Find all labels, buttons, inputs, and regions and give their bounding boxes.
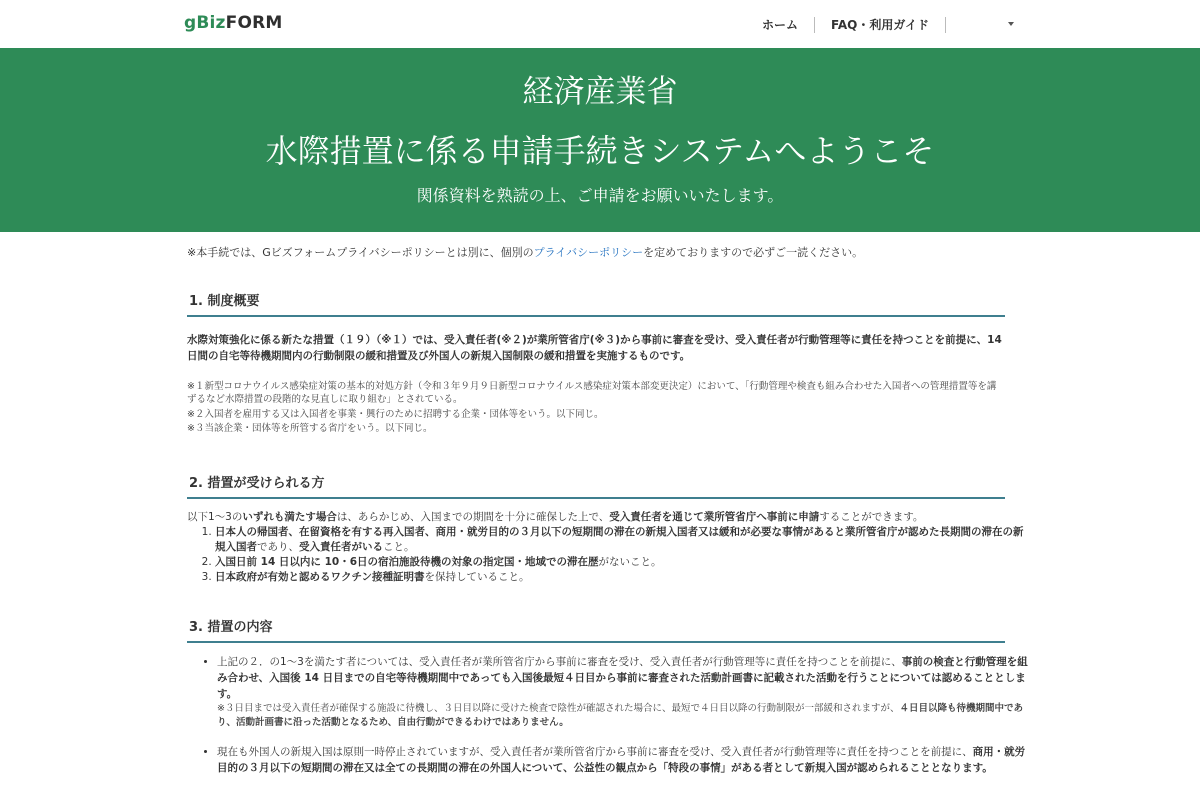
- overview-note-3: ※３当該企業・団体等を所管する省庁をいう。以下同じ。: [187, 423, 433, 434]
- privacy-notice: [187, 244, 1003, 262]
- overview-note-1: ※１新型コロナウイルス感染症対策の基本的対処方針（令和３年９月９日新型コロナウイルス感染症対策本部変更決定）において、「行動管理や検査も組み合わせた入国者への管理措置等を講ずるなど水際措置の段階的な見直しに取り組む」とされている。: [187, 381, 997, 405]
- section-heading-overview: 1. 制度概要: [187, 290, 1005, 317]
- logo-g: g: [184, 13, 197, 33]
- top-navbar: [0, 0, 1200, 49]
- logo-biz: Biz: [196, 13, 226, 33]
- notice-text: ※本手続では、Gビズフォームプライバシーポリシーとは別に、個別の: [187, 246, 534, 259]
- section-heading-measures: 3. 措置の内容: [187, 616, 1005, 643]
- section-heading-eligibility: 2. 措置が受けられる方: [187, 472, 1005, 499]
- item-bold: 受入責任者がいる: [299, 541, 383, 553]
- item-text: を保持していること。: [424, 571, 530, 583]
- intro-text: することができます。: [819, 511, 924, 523]
- nav-home[interactable]: ホーム: [762, 18, 799, 32]
- hero-title: 水際措置に係る申請手続きシステムへようこそ: [265, 132, 935, 170]
- hero-subtitle: 関係資料を熟読の上、ご申請をお願いいたします。: [416, 186, 784, 205]
- privacy-policy-link[interactable]: プライバシーポリシー: [533, 246, 644, 259]
- note-text: ※３日目までは受入責任者が確保する施設に待機し、３日目以降に受けた検査で陰性が確認された場合に、最短で４日目以降の行動制限が一部緩和されますが、: [217, 703, 900, 714]
- item-text: 現在も外国人の新規入国は原則一時停止されていますが、受入責任者が業所管省庁から事前に審査を受け、受入責任者が行動管理等に責任を持つことを前提に、: [217, 746, 973, 758]
- item-text: であり、: [257, 541, 299, 553]
- item-text: 上記の２．の1～3を満たす者については、受入責任者が業所管省庁から事前に審査を受け、受入責任者が行動管理等に責任を持つことを前提に、: [217, 656, 902, 668]
- language-select[interactable]: [952, 17, 1014, 33]
- eligibility-list: [187, 525, 1031, 585]
- measures-list: [187, 654, 1033, 776]
- intro-bold: 受入責任者を通じて業所管省庁へ事前に申請: [609, 511, 820, 523]
- main-nav: [746, 16, 1014, 33]
- overview-body: 水際対策強化に係る新たな措置（１９）（※１）では、受入責任者(※２)が業所管省庁(※３)から事前に審査を受け、受入責任者が行動管理等に責任を持つことを前提に、14日間の自宅等待機期間内の行動制限の緩和措置及び外国人の新規入国制限の緩和措置を実施するものです。: [187, 334, 1002, 362]
- list-item: [215, 570, 1031, 585]
- notice-text-tail: を定めておりますので必ずご一読ください。: [643, 246, 864, 259]
- item-bold: 日本政府が有効と認めるワクチン接種証明書: [215, 571, 425, 583]
- measures-note: [217, 702, 1033, 730]
- overview-note-2: ※２入国者を雇用する又は入国者を事業・興行のために招聘する企業・団体等をいう。以下同じ。: [187, 409, 604, 420]
- list-item: [215, 555, 1031, 570]
- list-item: [217, 654, 1033, 730]
- chevron-down-icon: [1008, 22, 1014, 26]
- intro-bold: いずれも満たす場合: [242, 511, 337, 523]
- item-bold: 事前の検査と行動管理を組み合わせ、入国後 14 日目までの自宅等待機期間中であっても入国後最短４日目から事前に審査された活動計画書に記載された活動を行うことについては認めることとします。: [217, 656, 1028, 700]
- nav-divider: [945, 17, 946, 33]
- item-bold: 入国日前 14 日以内に 10・6日の宿泊施設待機の対象の指定国・地域での滞在歴: [215, 556, 599, 568]
- list-item: [215, 525, 1031, 555]
- logo-form: FORM: [225, 13, 283, 33]
- item-text: こと。: [383, 541, 415, 553]
- nav-faq-guide[interactable]: FAQ・利用ガイド: [831, 18, 929, 32]
- item-text: がないこと。: [598, 556, 662, 568]
- intro-text: 以下1～3の: [187, 511, 243, 523]
- gbizform-logo[interactable]: [184, 13, 283, 33]
- hero-ministry: 経済産業省: [522, 74, 678, 110]
- item-bold: 商用・就労目的の３月以下の短期間の滞在又は全ての長期間の滞在の外国人について、公益性の観点から「特段の事情」がある者として新規入国が認められることとなります。: [217, 746, 1026, 774]
- item-bold: 日本人の帰国者、在留資格を有する再入国者、商用・就労目的の３月以下の短期間の滞在の新規入国者又は緩和が必要な事情があると業所管省庁が認めた長期間の滞在の新規入国者: [215, 526, 1024, 553]
- note-bold: ４日目以降も待機期間中であり、活動計画書に沿った活動となるため、自由行動ができるわけではありません。: [217, 703, 1023, 728]
- intro-text: は、あらかじめ、入国までの期間を十分に確保した上で、: [336, 511, 610, 523]
- list-item: [217, 744, 1033, 776]
- eligibility-intro: [187, 509, 1003, 525]
